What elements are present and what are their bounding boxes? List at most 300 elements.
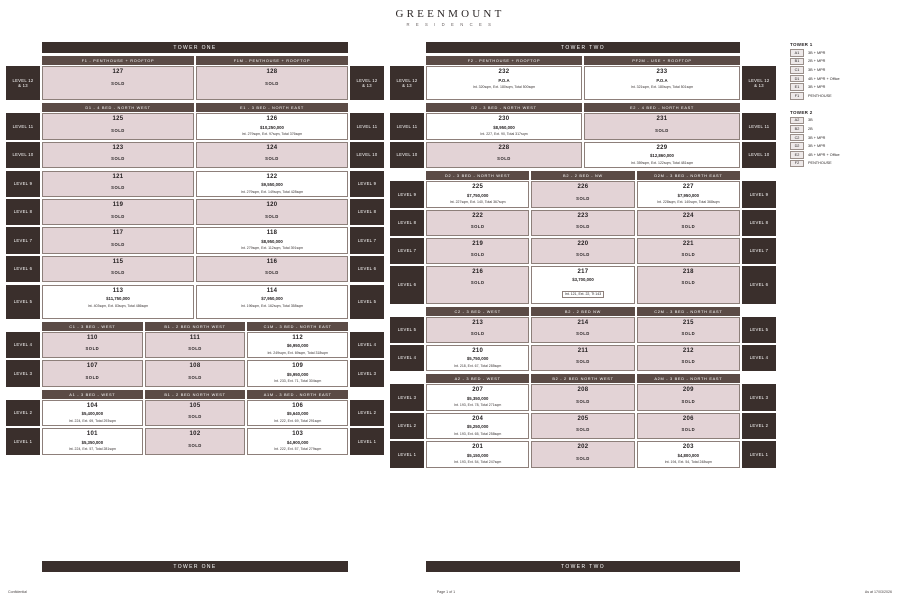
- unit-cell[interactable]: [196, 199, 348, 225]
- legend-value: 3B + MPR: [808, 135, 826, 140]
- level-row: [6, 256, 384, 282]
- unit-type-header: PF2M - USE + ROOFTOP: [584, 56, 740, 65]
- level-label-right: LEVEL 4: [350, 332, 384, 359]
- unit-cell[interactable]: [531, 181, 634, 208]
- brand-name: GREENMOUNT: [395, 8, 505, 20]
- unit-cell[interactable]: [637, 384, 740, 411]
- unit-cell[interactable]: [531, 210, 634, 236]
- unit-type-header: B1 - 2 BED NORTH WEST: [145, 322, 246, 331]
- unit-cell[interactable]: [637, 238, 740, 264]
- unit-area: Int. 403sqm, Ext. 83sqm, Total 486sqm: [87, 303, 149, 308]
- legend-row: [790, 66, 890, 74]
- unit-number: 117: [112, 230, 124, 236]
- group-header-row: [426, 307, 740, 316]
- unit-status: SOLD: [681, 427, 696, 432]
- unit-cell[interactable]: [42, 332, 143, 359]
- unit-cell[interactable]: [531, 266, 634, 304]
- level-label-left: LEVEL 3: [390, 384, 424, 411]
- level-label-right: LEVEL 2: [350, 400, 384, 427]
- unit-cells: [42, 256, 348, 282]
- unit-type-header: C2M - 3 BED - NORTH EAST: [637, 307, 740, 316]
- level-label-right: LEVEL 8: [350, 199, 384, 225]
- unit-cell[interactable]: [584, 66, 740, 100]
- unit-number: 220: [577, 240, 589, 247]
- unit-number: 233: [656, 69, 668, 75]
- unit-status: SOLD: [576, 252, 590, 257]
- level-label-left: LEVEL 9: [6, 171, 40, 198]
- unit-cell[interactable]: [637, 413, 740, 440]
- legend-key: F2: [790, 160, 804, 168]
- legend-key: F1: [790, 92, 804, 100]
- level-label-right: LEVEL 3: [742, 384, 776, 411]
- level-label-right: LEVEL 7: [350, 227, 384, 254]
- unit-cell[interactable]: [42, 360, 143, 387]
- legend-key: D2: [790, 142, 804, 150]
- unit-type-header: F1M - PENTHOUSE + ROOFTOP: [196, 56, 348, 65]
- unit-number: 115: [112, 258, 124, 265]
- group-header-row: [426, 56, 740, 65]
- unit-type-header: A2M - 3 BED - NORTH EAST: [637, 374, 740, 383]
- unit-number: 229: [656, 144, 668, 151]
- level-label-right: LEVEL 3: [350, 360, 384, 387]
- unit-status: SOLD: [576, 331, 590, 336]
- unit-status: SOLD: [111, 185, 125, 190]
- level-label-right: LEVEL 1: [350, 428, 384, 455]
- legend-tower-1-title: TOWER 1: [790, 42, 813, 47]
- level-label-left: LEVEL 11: [6, 113, 40, 140]
- unit-status: SOLD: [576, 398, 590, 404]
- unit-status: SOLD: [85, 346, 100, 351]
- unit-group: [6, 285, 384, 319]
- level-label-right: LEVEL 10: [350, 142, 384, 168]
- unit-number: 227: [682, 184, 694, 190]
- unit-number: 231: [656, 116, 668, 122]
- legend-value: 3B + MPR: [808, 85, 826, 90]
- unit-area: Int. 321sqm, Ext. 180sqm, Total 501sqm: [630, 85, 694, 89]
- unit-number: 121: [112, 173, 124, 180]
- level-row: [390, 181, 776, 208]
- unit-cell[interactable]: [196, 256, 348, 282]
- tower-one-column: [6, 42, 384, 470]
- unit-cell[interactable]: [196, 142, 348, 168]
- level-row: [6, 332, 384, 359]
- unit-cell[interactable]: [426, 210, 529, 236]
- unit-type-header: D2 - 3 BED - NORTH WEST: [426, 103, 582, 112]
- unit-price: $5,350,000: [466, 395, 489, 401]
- level-label-left: LEVEL 4: [390, 345, 424, 372]
- unit-cells: [426, 266, 740, 304]
- unit-number: 111: [189, 334, 201, 341]
- unit-cell[interactable]: [426, 66, 582, 100]
- unit-price: $10,250,000: [260, 124, 284, 130]
- unit-cells: [42, 332, 348, 359]
- unit-area: Int. 196sqm, Ext. 162sqm, Total 358sqm: [240, 303, 304, 308]
- unit-status: SOLD: [681, 224, 696, 229]
- unit-cell[interactable]: [531, 238, 634, 264]
- unit-cell[interactable]: [247, 400, 348, 427]
- level-label-right: LEVEL 12 & 13: [350, 66, 384, 100]
- unit-cell[interactable]: [247, 360, 348, 387]
- unit-price: $5,400,000: [81, 411, 104, 416]
- legend-value: 3B: [808, 118, 813, 123]
- group-header-row: [42, 103, 348, 112]
- legend-value: 4B + MPR + Office: [808, 76, 840, 81]
- unit-cell[interactable]: [145, 360, 246, 387]
- unit-number: 205: [577, 415, 589, 422]
- level-label-right: LEVEL 7: [742, 238, 776, 264]
- unit-cell[interactable]: [247, 332, 348, 359]
- unit-cell[interactable]: [42, 142, 194, 168]
- unit-number: 126: [266, 116, 278, 122]
- unit-status: SOLD: [188, 442, 202, 448]
- level-row: [390, 441, 776, 468]
- unit-area: Int. 279sqm, Ext. 97sqm, Total 376sqm: [241, 132, 303, 136]
- unit-number: 107: [86, 363, 98, 369]
- unit-price: $4,900,000: [286, 439, 309, 445]
- level-label-left: LEVEL 6: [6, 256, 40, 282]
- unit-number: 232: [498, 69, 510, 75]
- legend-value: PENTHOUSE: [808, 161, 832, 166]
- unit-cell[interactable]: [196, 66, 348, 100]
- tower-two-footer: TOWER TWO: [426, 561, 740, 572]
- level-row: [390, 113, 776, 140]
- level-label-left: LEVEL 10: [390, 142, 424, 169]
- unit-area: Int. 359sqm, Ext. 122sqm, Total 481sqm: [630, 160, 694, 165]
- legend-value: 2B: [808, 126, 813, 131]
- unit-cell[interactable]: [637, 210, 740, 236]
- unit-cell[interactable]: [426, 266, 529, 304]
- unit-number: 223: [577, 212, 589, 219]
- legend-tower-2-title: TOWER 2: [790, 109, 813, 115]
- unit-status: SOLD: [111, 213, 125, 219]
- unit-cell[interactable]: [426, 142, 582, 169]
- unit-number: 209: [682, 387, 694, 393]
- unit-status: SOLD: [111, 156, 125, 161]
- unit-cell[interactable]: [531, 317, 634, 343]
- unit-number: 116: [266, 258, 278, 265]
- level-row: [390, 345, 776, 372]
- unit-cell[interactable]: [426, 181, 529, 208]
- unit-type-header: C1 - 3 BED - WEST: [42, 322, 143, 331]
- unit-cell[interactable]: [426, 441, 529, 468]
- unit-group: [6, 390, 384, 455]
- unit-number: 127: [112, 69, 124, 75]
- unit-status: SOLD: [188, 346, 202, 351]
- unit-area: Int. 228sqm, Ext. 140sqm, Total 368sqm: [657, 200, 720, 204]
- unit-number: 217: [577, 268, 589, 275]
- legend-row: [790, 49, 890, 57]
- unit-cell[interactable]: [426, 317, 529, 343]
- unit-number: 104: [86, 402, 98, 409]
- legend-tower-1-rows: [790, 49, 890, 100]
- level-row: [6, 227, 384, 254]
- legend-value: 3B + MPR: [808, 144, 826, 149]
- unit-price: $3,700,000: [572, 277, 594, 282]
- level-label-right: LEVEL 11: [742, 113, 776, 140]
- level-row: [390, 384, 776, 411]
- unit-group: [390, 103, 776, 168]
- unit-number: 109: [292, 363, 304, 369]
- unit-price: $5,640,000: [286, 411, 309, 416]
- unit-group: [390, 56, 776, 100]
- unit-cells: [426, 317, 740, 343]
- unit-number: 213: [472, 319, 484, 326]
- level-label-left: LEVEL 5: [390, 317, 424, 343]
- unit-number: 214: [577, 319, 589, 326]
- unit-number: 218: [682, 268, 694, 275]
- brand-subtitle: R E S I D E N C E S: [406, 22, 494, 27]
- unit-number: 211: [577, 347, 589, 354]
- unit-cell[interactable]: [637, 317, 740, 343]
- unit-type-header: B2 - 2 BED NORTH WEST: [531, 374, 634, 383]
- unit-cell[interactable]: [584, 113, 740, 140]
- towers-container: [6, 42, 894, 470]
- unit-cell[interactable]: [42, 256, 194, 282]
- legend-row: [790, 134, 890, 142]
- unit-cell[interactable]: [42, 285, 194, 319]
- unit-price: $7,750,000: [466, 192, 489, 198]
- level-row: [390, 238, 776, 264]
- unit-type-header: D2 - 3 BED - NORTH WEST: [426, 171, 529, 180]
- unit-type-header: A2 - 3 BED - WEST: [426, 374, 529, 383]
- level-row: [6, 400, 384, 427]
- level-label-left: LEVEL 8: [390, 210, 424, 236]
- unit-cell[interactable]: [426, 238, 529, 264]
- level-label-left: LEVEL 6: [390, 266, 424, 304]
- level-label-left: LEVEL 2: [6, 400, 40, 427]
- unit-price: $8,950,000: [261, 238, 283, 244]
- legend-value: PENTHOUSE: [808, 93, 832, 98]
- level-row: [390, 66, 776, 100]
- unit-cells: [426, 413, 740, 440]
- unit-number: 225: [472, 184, 484, 190]
- unit-number: 113: [112, 287, 124, 294]
- legend-key: C1: [790, 66, 804, 74]
- unit-cell[interactable]: [531, 413, 634, 440]
- unit-number: 103: [292, 431, 304, 437]
- unit-cell[interactable]: [637, 345, 740, 372]
- unit-area: Int. 227, Ext. 90, Total 317sqm: [480, 132, 528, 136]
- unit-number: 206: [682, 415, 694, 422]
- unit-cell[interactable]: [196, 171, 348, 198]
- group-header-row: [42, 56, 348, 65]
- unit-number: 125: [112, 116, 124, 122]
- unit-cell[interactable]: [531, 441, 634, 468]
- level-row: [390, 317, 776, 343]
- unit-status: SOLD: [265, 156, 279, 161]
- unit-type-header: E1 - 3 BED - NORTH EAST: [196, 103, 348, 112]
- unit-price: $5,950,000: [286, 371, 309, 377]
- unit-group: [390, 374, 776, 468]
- unit-cell[interactable]: [42, 227, 194, 254]
- unit-status: SOLD: [470, 331, 485, 336]
- level-label-left: LEVEL 11: [390, 113, 424, 140]
- level-label-left: LEVEL 1: [6, 428, 40, 455]
- unit-cell[interactable]: [637, 181, 740, 208]
- unit-number: 221: [682, 240, 694, 247]
- unit-cell[interactable]: [637, 266, 740, 304]
- level-label-left: LEVEL 3: [6, 360, 40, 387]
- level-row: [390, 210, 776, 236]
- unit-status: SOLD: [470, 252, 485, 257]
- tower-two-column: [390, 42, 776, 470]
- unit-cell[interactable]: [42, 66, 194, 100]
- unit-area: Int. 233, Ext. 71, Total 304sqm: [274, 379, 322, 383]
- unit-type-header: B1 - 2 BED NORTH WEST: [145, 390, 246, 399]
- unit-status: SOLD: [265, 270, 279, 275]
- level-label-right: LEVEL 11: [350, 113, 384, 140]
- level-label-right: LEVEL 2: [742, 413, 776, 440]
- level-label-left: LEVEL 10: [6, 142, 40, 168]
- level-label-left: LEVEL 9: [390, 181, 424, 208]
- unit-type-header: D1 - 4 BED - NORTH WEST: [42, 103, 194, 112]
- unit-cell[interactable]: [426, 413, 529, 440]
- unit-status: SOLD: [576, 195, 590, 201]
- tower-two-footer-wrap: [390, 561, 776, 572]
- legend-row: [790, 151, 890, 159]
- unit-group: [390, 171, 776, 304]
- level-label-left: LEVEL 4: [6, 332, 40, 359]
- unit-status: SOLD: [470, 280, 485, 285]
- level-row: [390, 413, 776, 440]
- unit-cell[interactable]: [584, 142, 740, 169]
- unit-cell[interactable]: [42, 113, 194, 140]
- unit-price: P.O.A: [498, 77, 510, 83]
- unit-cell[interactable]: [42, 400, 143, 427]
- unit-number: 105: [189, 402, 201, 409]
- unit-status: SOLD: [85, 374, 100, 380]
- unit-group: [6, 56, 384, 100]
- unit-cell[interactable]: [42, 199, 194, 225]
- unit-number: 102: [189, 431, 201, 437]
- level-label-left: LEVEL 8: [6, 199, 40, 225]
- page-footer: [8, 590, 892, 594]
- legend-key: E1: [790, 83, 804, 91]
- level-row: [6, 171, 384, 198]
- unit-number: 210: [472, 347, 484, 354]
- footer-page-number: Page 1 of 1: [436, 590, 456, 594]
- unit-cell[interactable]: [426, 384, 529, 411]
- unit-cell[interactable]: [42, 171, 194, 198]
- legend-row: [790, 75, 890, 83]
- level-label-right: LEVEL 5: [350, 285, 384, 319]
- unit-status: SOLD: [497, 156, 511, 161]
- legend-column: [782, 42, 890, 470]
- legend-row: [790, 142, 890, 150]
- unit-cell[interactable]: [196, 227, 348, 254]
- unit-number: 204: [472, 415, 484, 422]
- level-row: [6, 66, 384, 100]
- unit-area: Int. 218, Ext. 67, Total 285sqm: [454, 363, 502, 368]
- tower-two-body: [390, 56, 776, 468]
- legend-row: [790, 160, 890, 168]
- unit-area: Int. 193, Ext. 78, Total 271sqm: [454, 403, 502, 407]
- unit-cell[interactable]: [531, 345, 634, 372]
- unit-cell[interactable]: [145, 400, 246, 427]
- level-label-right: LEVEL 8: [742, 210, 776, 236]
- unit-price: $5,150,000: [466, 452, 489, 458]
- unit-status: SOLD: [576, 359, 590, 364]
- unit-number: 222: [472, 212, 484, 219]
- legend-value: 3B + MPR: [808, 67, 826, 72]
- unit-cell[interactable]: [426, 345, 529, 372]
- unit-cells: [42, 66, 348, 100]
- unit-area: Int. 224, Ext. 69, Total 293sqm: [68, 418, 116, 423]
- unit-status: SOLD: [188, 374, 202, 380]
- unit-cell[interactable]: [196, 113, 348, 140]
- unit-price: $8,950,000: [493, 124, 515, 130]
- unit-cells: [42, 400, 348, 427]
- unit-area: Int. 279sqm, Ext. 149sqm, Total 428sqm: [240, 189, 304, 194]
- unit-cell[interactable]: [42, 428, 143, 455]
- unit-number: 128: [266, 69, 278, 75]
- unit-type-header: D2M - 3 BED - NORTH EAST: [637, 171, 740, 180]
- unit-area: Int. 320sqm, Ext. 180sqm, Total 500sqm: [472, 85, 536, 89]
- unit-cell[interactable]: [145, 428, 246, 455]
- unit-cell[interactable]: [426, 113, 582, 140]
- unit-cell[interactable]: [247, 428, 348, 455]
- legend-row: [790, 117, 890, 125]
- unit-cell[interactable]: [145, 332, 246, 359]
- legend-tower-2: [790, 110, 890, 168]
- level-label-right: LEVEL 6: [742, 266, 776, 304]
- level-label-left: LEVEL 1: [390, 441, 424, 468]
- unit-status: SOLD: [111, 80, 125, 86]
- level-label-left: LEVEL 12 & 13: [6, 66, 40, 100]
- unit-price: $7,950,000: [261, 296, 283, 301]
- tower-one-footer: TOWER ONE: [42, 561, 348, 572]
- unit-number: 124: [266, 144, 278, 151]
- unit-type-header: A1M - 3 BED - NORTH EAST: [247, 390, 348, 399]
- unit-cells: [426, 441, 740, 468]
- unit-price: $9,550,000: [261, 182, 283, 187]
- brand-header: [0, 0, 900, 27]
- unit-number: 202: [577, 444, 589, 450]
- legend-key: A2: [790, 117, 804, 125]
- unit-type-header: B2 - 2 BED - NW: [531, 171, 634, 180]
- level-row: [390, 142, 776, 169]
- unit-area: Int. 227sqm, Ext. 140, Total 367sqm: [449, 200, 506, 204]
- unit-status: SOLD: [111, 127, 125, 133]
- unit-cells: [426, 142, 740, 169]
- legend-value: 4B + MPR + Office: [808, 152, 840, 157]
- unit-cell[interactable]: [196, 285, 348, 319]
- unit-group: [6, 322, 384, 387]
- unit-cell[interactable]: [531, 384, 634, 411]
- unit-status: SOLD: [681, 359, 696, 364]
- unit-area: Int. 194, Ext. 54, Total 248sqm: [664, 460, 712, 464]
- level-label-left: LEVEL 12 & 13: [390, 66, 424, 100]
- unit-type-header: C2 - 3 BED - WEST: [426, 307, 529, 316]
- unit-area-box-wrap: [534, 282, 631, 300]
- level-row: [6, 285, 384, 319]
- unit-cell[interactable]: [637, 441, 740, 468]
- unit-cells: [426, 66, 740, 100]
- unit-cells: [426, 345, 740, 372]
- unit-cells: [426, 181, 740, 208]
- legend-row: [790, 125, 890, 133]
- unit-price: $5,750,000: [466, 356, 489, 361]
- unit-number: 118: [266, 230, 278, 236]
- unit-number: 230: [498, 116, 510, 122]
- level-label-right: LEVEL 6: [350, 256, 384, 282]
- footer-confidential: Confidential: [8, 590, 27, 594]
- unit-area: Int. 222, Ext. 69, Total 291sqm: [274, 418, 322, 423]
- unit-status: SOLD: [265, 80, 279, 86]
- group-header-row: [426, 103, 740, 112]
- level-label-right: LEVEL 9: [350, 171, 384, 198]
- unit-price: $12,860,000: [650, 153, 674, 158]
